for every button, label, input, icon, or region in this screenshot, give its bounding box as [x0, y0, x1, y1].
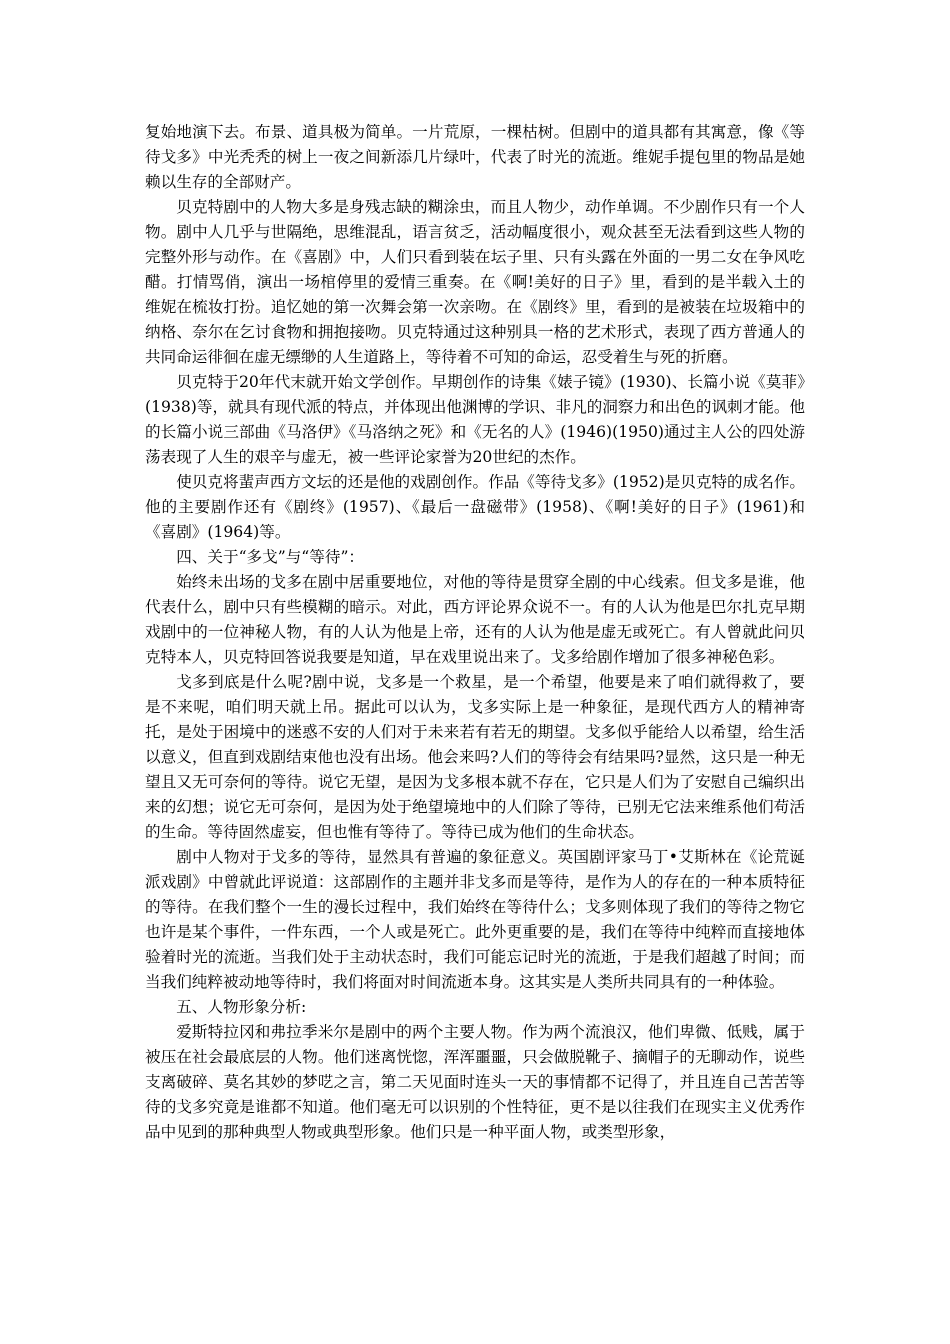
- document-page: [145, 120, 805, 1145]
- paragraph-4: 使贝克将蜚声西方文坛的还是他的戏剧创作。作品《等待戈多》(1952)是贝克特的成名作。他的主要剧作还有《剧终》(1957)、《最后一盘磁带》(1958)、《啊!美好的日子》(1961)和《喜剧》(1964)等。: [145, 473, 806, 541]
- section-heading-5: 五、人物形象分析:: [176, 998, 307, 1016]
- paragraph-3: 贝克特于20年代末就开始文学创作。早期创作的诗集《婊子镜》(1930)、长篇小说《莫菲》(1938)等，就具有现代派的特点，并体现出他渊博的学识、非凡的洞察力和出色的讽刺才能。他的长篇小说三部曲《马洛伊》《马洛纳之死》和《无名的人》(1946)(1950)通过主人公的四处游荡表现了人生的艰辛与虚无，被一些评论家誉为20世纪的杰作。: [145, 373, 806, 466]
- paragraph-1: 复始地演下去。布景、道具极为简单。一片荒原，一棵枯树。但剧中的道具都有其寓意，像《等待戈多》中光秃秃的树上一夜之间新添几片绿叶，代表了时光的流逝。维妮手提包里的物品是她赖以生存的全部财产。: [145, 123, 805, 191]
- paragraph-5: 始终未出场的戈多在剧中居重要地位，对他的等待是贯穿全剧的中心线索。但戈多是谁，他代表什么，剧中只有些模糊的暗示。对此，西方评论界众说不一。有的人认为他是巴尔扎克早期戏剧中的一位神秘人物，有的人认为他是上帝，还有的人认为他是虚无或死亡。有人曾就此问贝克特本人，贝克特回答说我要是知道，早在戏里说出来了。戈多给剧作增加了很多神秘色彩。: [145, 573, 805, 666]
- paragraph-2: 贝克特剧中的人物大多是身残志缺的糊涂虫，而且人物少，动作单调。不少剧作只有一个人物。剧中人几乎与世隔绝，思维混乱，语言贫乏，活动幅度很小，观众甚至无法看到这些人物的完整外形与动作。在《喜剧》中，人们只看到装在坛子里、只有头露在外面的一男二女在争风吃醋。打情骂俏，演出一场棺停里的爱情三重奏。在《啊!美好的日子》里，看到的是半载入土的维妮在梳妆打扮。追忆她的第一次舞会第一次亲吻。在《剧终》里，看到的是被装在垃圾箱中的纳格、奈尔在乞讨食物和拥抱接吻。贝克特通过这种别具一格的艺术形式，表现了西方普通人的共同命运徘徊在虚无缥缈的人生道路上，等待着不可知的命运，忍受着生与死的折磨。: [145, 198, 805, 366]
- paragraph-7: 剧中人物对于戈多的等待，显然具有普遍的象征意义。英国剧评家马丁•艾斯林在《论荒诞派戏剧》中曾就此评说道：这部剧作的主题并非戈多而是等待，是作为人的存在的一种本质特征的等待。在我们整个一生的漫长过程中，我们始终在等待什么；戈多则体现了我们的等待之物它也许是某个事件，一件东西，一个人或是死亡。此外更重要的是，我们在等待中纯粹而直接地体验着时光的流逝。当我们处于主动状态时，我们可能忘记时光的流逝，于是我们超越了时间；而当我们纯粹被动地等待时，我们将面对时间流逝本身。这其实是人类所共同具有的一种体验。: [145, 848, 805, 991]
- section-heading-4: 四、关于“多戈”与“等待”：: [176, 548, 365, 566]
- paragraph-6: 戈多到底是什么呢?剧中说，戈多是一个救星，是一个希望，他要是来了咱们就得救了，要是不来呢，咱们明天就上吊。据此可以认为，戈多实际上是一种象征，是现代西方人的精神寄托，是处于困境中的迷惑不安的人们对于未来若有若无的期望。戈多似乎能给人以希望，给生活以意义，但直到戏剧结束他也没有出场。他会来吗?人们的等待会有结果吗?显然，这只是一种无望且又无可奈何的等待。说它无望，是因为戈多根本就不存在，它只是人们为了安慰自己编织出来的幻想；说它无可奈何，是因为处于绝望境地中的人们除了等待，已别无它法来维系他们苟活的生命。等待固然虚妄，但也惟有等待了。等待已成为他们的生命状态。: [145, 673, 805, 841]
- paragraph-8: 爱斯特拉冈和弗拉季米尔是剧中的两个主要人物。作为两个流浪汉，他们卑微、低贱，属于被压在社会最底层的人物。他们迷离恍惚，浑浑噩噩，只会做脱靴子、摘帽子的无聊动作，说些支离破碎、莫名其妙的梦呓之言，第二天见面时连头一天的事情都不记得了，并且连自己苦苦等待的戈多究竟是谁都不知道。他们毫无可以识别的个性特征，更不是以往我们在现实主义优秀作品中见到的那种典型人物或典型形象。他们只是一种平面人物，或类型形象，: [145, 1023, 805, 1141]
